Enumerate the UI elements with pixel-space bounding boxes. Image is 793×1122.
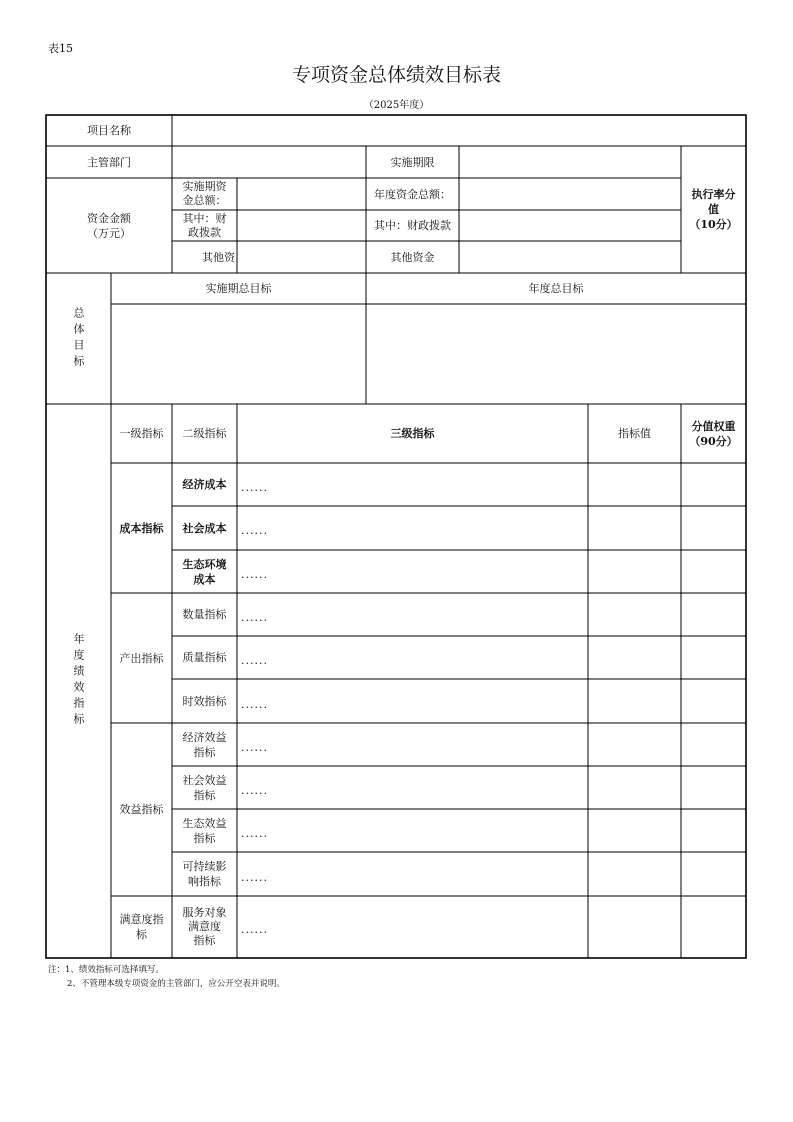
period-label: 实施期限 xyxy=(390,155,435,169)
table-number: 表15 xyxy=(48,42,73,55)
level3-placeholder[interactable]: ...... xyxy=(241,923,268,936)
impl-other-label: 其他资 xyxy=(202,250,235,264)
eco-benefit-label: 生态效益 指标 xyxy=(182,816,227,845)
exec-rate-label: 执行率分 值 （10分） xyxy=(689,188,738,231)
level3-placeholder[interactable]: ...... xyxy=(241,481,268,494)
annual-fiscal-label: 其中：财政拨款 xyxy=(374,219,451,232)
project-name-label: 项目名称 xyxy=(87,124,131,137)
level3-header: 三级指标 xyxy=(390,427,435,440)
overall-goal-side-label: 总体目标 xyxy=(72,306,85,371)
timeliness-indicator-label: 时效指标 xyxy=(182,694,227,708)
annual-goal-field[interactable] xyxy=(367,305,745,403)
impl-fiscal-label: 其中：财 政拨款 xyxy=(182,211,227,239)
level3-placeholder[interactable]: ...... xyxy=(241,827,268,840)
quality-indicator-label: 质量指标 xyxy=(182,651,227,664)
level2-header: 二级指标 xyxy=(182,427,227,440)
dept-label: 主管部门 xyxy=(87,155,131,169)
output-indicator-label: 产出指标 xyxy=(119,651,164,665)
cost-indicator-label: 成本指标 xyxy=(119,521,164,535)
impl-total-label: 实施期资 金总额： xyxy=(182,180,227,207)
level3-placeholder[interactable]: ...... xyxy=(241,611,268,624)
weight-header: 分值权重 （90分） xyxy=(689,419,738,448)
year-subtitle: （2025年度） xyxy=(363,100,430,111)
value-header: 指标值 xyxy=(618,427,651,440)
annual-goal-header: 年度总目标 xyxy=(528,282,584,295)
project-name-field[interactable] xyxy=(173,116,745,145)
level3-placeholder[interactable]: ...... xyxy=(241,524,268,537)
impl-goal-header: 实施期总目标 xyxy=(205,282,272,295)
economic-cost-label: 经济成本 xyxy=(182,478,227,491)
funds-label: 资金金额 （万元） xyxy=(87,211,131,240)
level3-placeholder[interactable]: ...... xyxy=(241,871,268,884)
level3-placeholder[interactable]: ...... xyxy=(241,654,268,667)
footnote-1: 注：1、绩效指标可选择填写。 xyxy=(48,965,164,975)
page-title: 专项资金总体绩效目标表 xyxy=(291,64,501,86)
social-benefit-label: 社会效益 指标 xyxy=(182,773,227,802)
footnotes xyxy=(48,963,285,991)
level3-placeholder[interactable]: ...... xyxy=(241,784,268,797)
annual-other-label: 其他资金 xyxy=(390,250,435,264)
service-satisfaction-label: 服务对象 满意度 指标 xyxy=(182,906,227,947)
dept-field[interactable] xyxy=(173,147,365,177)
level3-placeholder[interactable]: ...... xyxy=(241,568,268,581)
sustainability-label: 可持续影 响指标 xyxy=(182,860,227,888)
benefit-indicator-label: 效益指标 xyxy=(119,803,164,816)
quantity-indicator-label: 数量指标 xyxy=(182,608,227,621)
impl-goal-field[interactable] xyxy=(112,305,365,403)
level1-header: 一级指标 xyxy=(119,427,164,440)
level3-placeholder[interactable]: ...... xyxy=(241,698,268,711)
period-field[interactable] xyxy=(460,147,680,177)
satisfaction-indicator-label: 满意度指 标 xyxy=(119,913,164,941)
eco-cost-label: 生态环境 成本 xyxy=(182,557,227,586)
level3-placeholder[interactable]: ...... xyxy=(241,741,268,754)
social-cost-label: 社会成本 xyxy=(182,521,227,535)
footnote-2: 2、不管理本级专项资金的主管部门，应公开空表并说明。 xyxy=(67,979,285,989)
economic-benefit-label: 经济效益 指标 xyxy=(182,730,227,759)
annual-indicators-side-label: 年度绩效指标 xyxy=(72,633,85,729)
annual-total-label: 年度资金总额： xyxy=(374,187,451,201)
